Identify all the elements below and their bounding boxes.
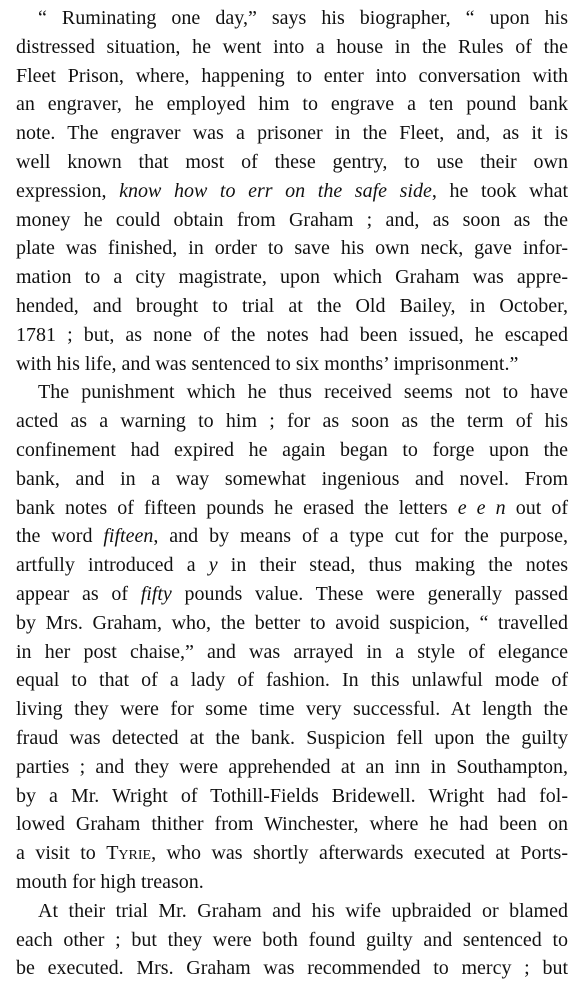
text-line: At their trial Mr. Graham and his wife upbraided or blamed bbox=[38, 899, 568, 922]
text-line: confinement had expired he again began to forge upon the bbox=[16, 438, 568, 461]
text-line bbox=[16, 551, 568, 580]
text-line: money he could obtain from Graham ; and, as soon as the bbox=[16, 208, 568, 231]
italic-text: fifty bbox=[140, 582, 172, 605]
text-line: well known that most of these gentry, to use their own bbox=[16, 150, 568, 173]
text-line: mation to a city magistrate, upon which Graham was appre- bbox=[16, 266, 568, 289]
text-line: with his life, and was sentenced to six months’ imprisonment.” bbox=[16, 352, 519, 375]
italic-text: fifteen bbox=[103, 525, 154, 548]
text-line bbox=[16, 494, 568, 523]
text-line: parties ; and they were apprehended at an inn in Southampton, bbox=[16, 755, 568, 778]
text-line: hended, and brought to trial at the Old Bailey, in October, bbox=[16, 294, 568, 317]
text-line: in her post chaise,” and was arrayed in a style of elegance bbox=[16, 640, 568, 663]
italic-text: know how to err on the safe side bbox=[119, 179, 432, 202]
text-line: fraud was detected at the bank. Suspicion fell upon the guilty bbox=[16, 726, 568, 749]
small-caps-name: Tyrie bbox=[106, 842, 152, 865]
text-segment: pounds value. These were generally passed bbox=[171, 582, 568, 605]
text-line bbox=[16, 580, 568, 609]
text-line: plate was finished, in order to save his own neck, gave infor- bbox=[16, 237, 568, 260]
text-segment: expression, bbox=[16, 179, 120, 202]
text-line: by Mrs. Graham, who, the better to avoid suspicion, “ travelled bbox=[16, 611, 568, 634]
text-line: each other ; but they were both found guilty and sentenced to bbox=[16, 928, 568, 951]
text-line: distressed situation, he went into a house in the Rules of the bbox=[16, 35, 568, 58]
text-segment: bank notes of fifteen pounds he erased the letters bbox=[16, 496, 458, 519]
text-line: “ Ruminating one day,” says his biographer, “ upon his bbox=[38, 7, 568, 29]
text-line: living they were for some time very successful. At length the bbox=[16, 698, 568, 721]
text-line: equal to that of a lady of fashion. In this unlawful mode of bbox=[16, 669, 568, 692]
text-segment: artfully introduced a bbox=[16, 554, 209, 577]
text-line: by a Mr. Wright of Tothill-Fields Bridewell. Wright had fol- bbox=[16, 784, 568, 807]
text-line: lowed Graham thither from Winchester, where he had been on bbox=[16, 813, 568, 836]
text-line: mouth for high treason. bbox=[16, 870, 204, 893]
text-body bbox=[16, 4, 568, 983]
text-line bbox=[16, 839, 568, 868]
paragraph bbox=[16, 897, 568, 983]
text-segment: appear as of bbox=[16, 582, 141, 605]
text-segment: the word bbox=[16, 525, 104, 548]
text-line: bank, and in a way somewhat ingenious and novel. From bbox=[16, 467, 568, 490]
text-line: 1781 ; but, as none of the notes had been issued, he escaped bbox=[16, 323, 568, 346]
text-line: be executed. Mrs. Graham was recommended to mercy ; but bbox=[16, 957, 568, 980]
text-segment: a visit to bbox=[16, 842, 107, 865]
text-line: an engraver, he employed him to engrave a ten pound bank bbox=[16, 93, 568, 116]
text-line bbox=[16, 177, 568, 206]
italic-text: y bbox=[208, 554, 218, 577]
text-line: acted as a warning to him ; for as soon as the term of his bbox=[16, 410, 568, 433]
book-page bbox=[16, 4, 568, 983]
text-segment: , who was shortly afterwards executed at Ports- bbox=[151, 842, 568, 865]
italic-text: e e n bbox=[457, 496, 506, 519]
text-line: Fleet Prison, where, happening to enter into conversation with bbox=[16, 64, 568, 87]
paragraph bbox=[16, 4, 568, 378]
text-line: The punishment which he thus received seems not to have bbox=[38, 381, 568, 404]
text-line: note. The engraver was a prisoner in the Fleet, and, as it is bbox=[16, 122, 568, 145]
text-line bbox=[16, 522, 568, 551]
text-segment: , he took what bbox=[431, 179, 568, 202]
text-segment: in their stead, thus making the notes bbox=[217, 554, 569, 577]
text-segment: out of bbox=[505, 496, 569, 519]
text-segment: , and by means of a type cut for the purpose, bbox=[153, 525, 568, 548]
paragraph bbox=[16, 378, 568, 896]
